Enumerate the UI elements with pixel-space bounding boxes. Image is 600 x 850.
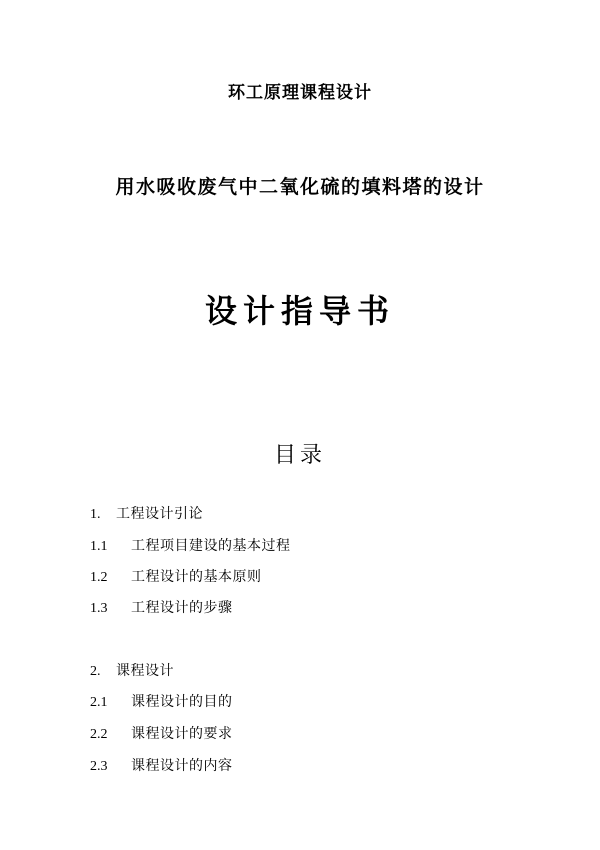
- toc-item-1-2: [90, 567, 262, 587]
- toc-item-title: 课程设计的要求: [131, 726, 233, 742]
- toc-heading: 目录: [273, 443, 326, 468]
- toc-item-title: 工程项目建设的基本过程: [131, 538, 291, 554]
- toc-item-1-1: [90, 536, 291, 556]
- toc-section-title: 课程设计: [116, 663, 174, 679]
- toc-item-2-1: [90, 692, 233, 712]
- toc-section-1: [90, 504, 203, 524]
- toc-item-title: 工程设计的基本原则: [131, 569, 262, 585]
- toc-item-2-3: [90, 756, 233, 776]
- toc-item-title: 工程设计的步骤: [131, 600, 233, 616]
- toc-item-number: 2.1: [90, 695, 108, 710]
- toc-item-2-2: [90, 724, 233, 744]
- toc-item-number: 2.3: [90, 759, 108, 774]
- toc-item-title: 课程设计的内容: [131, 758, 233, 774]
- toc-section-number: 2.: [90, 664, 101, 679]
- toc-section-title: 工程设计引论: [116, 506, 203, 522]
- toc-item-number: 2.2: [90, 727, 108, 742]
- toc-item-title: 课程设计的目的: [131, 694, 233, 710]
- course-title: 环工原理课程设计: [228, 83, 372, 103]
- toc-section-2: [90, 661, 174, 681]
- toc-item-1-3: [90, 598, 233, 618]
- document-title: 设计指导书: [204, 292, 395, 330]
- toc-item-number: 1.1: [90, 539, 108, 554]
- toc-section-number: 1.: [90, 507, 101, 522]
- project-title: 用水吸收废气中二氧化硫的填料塔的设计: [115, 176, 485, 198]
- toc-item-number: 1.3: [90, 601, 108, 616]
- toc-item-number: 1.2: [90, 570, 108, 585]
